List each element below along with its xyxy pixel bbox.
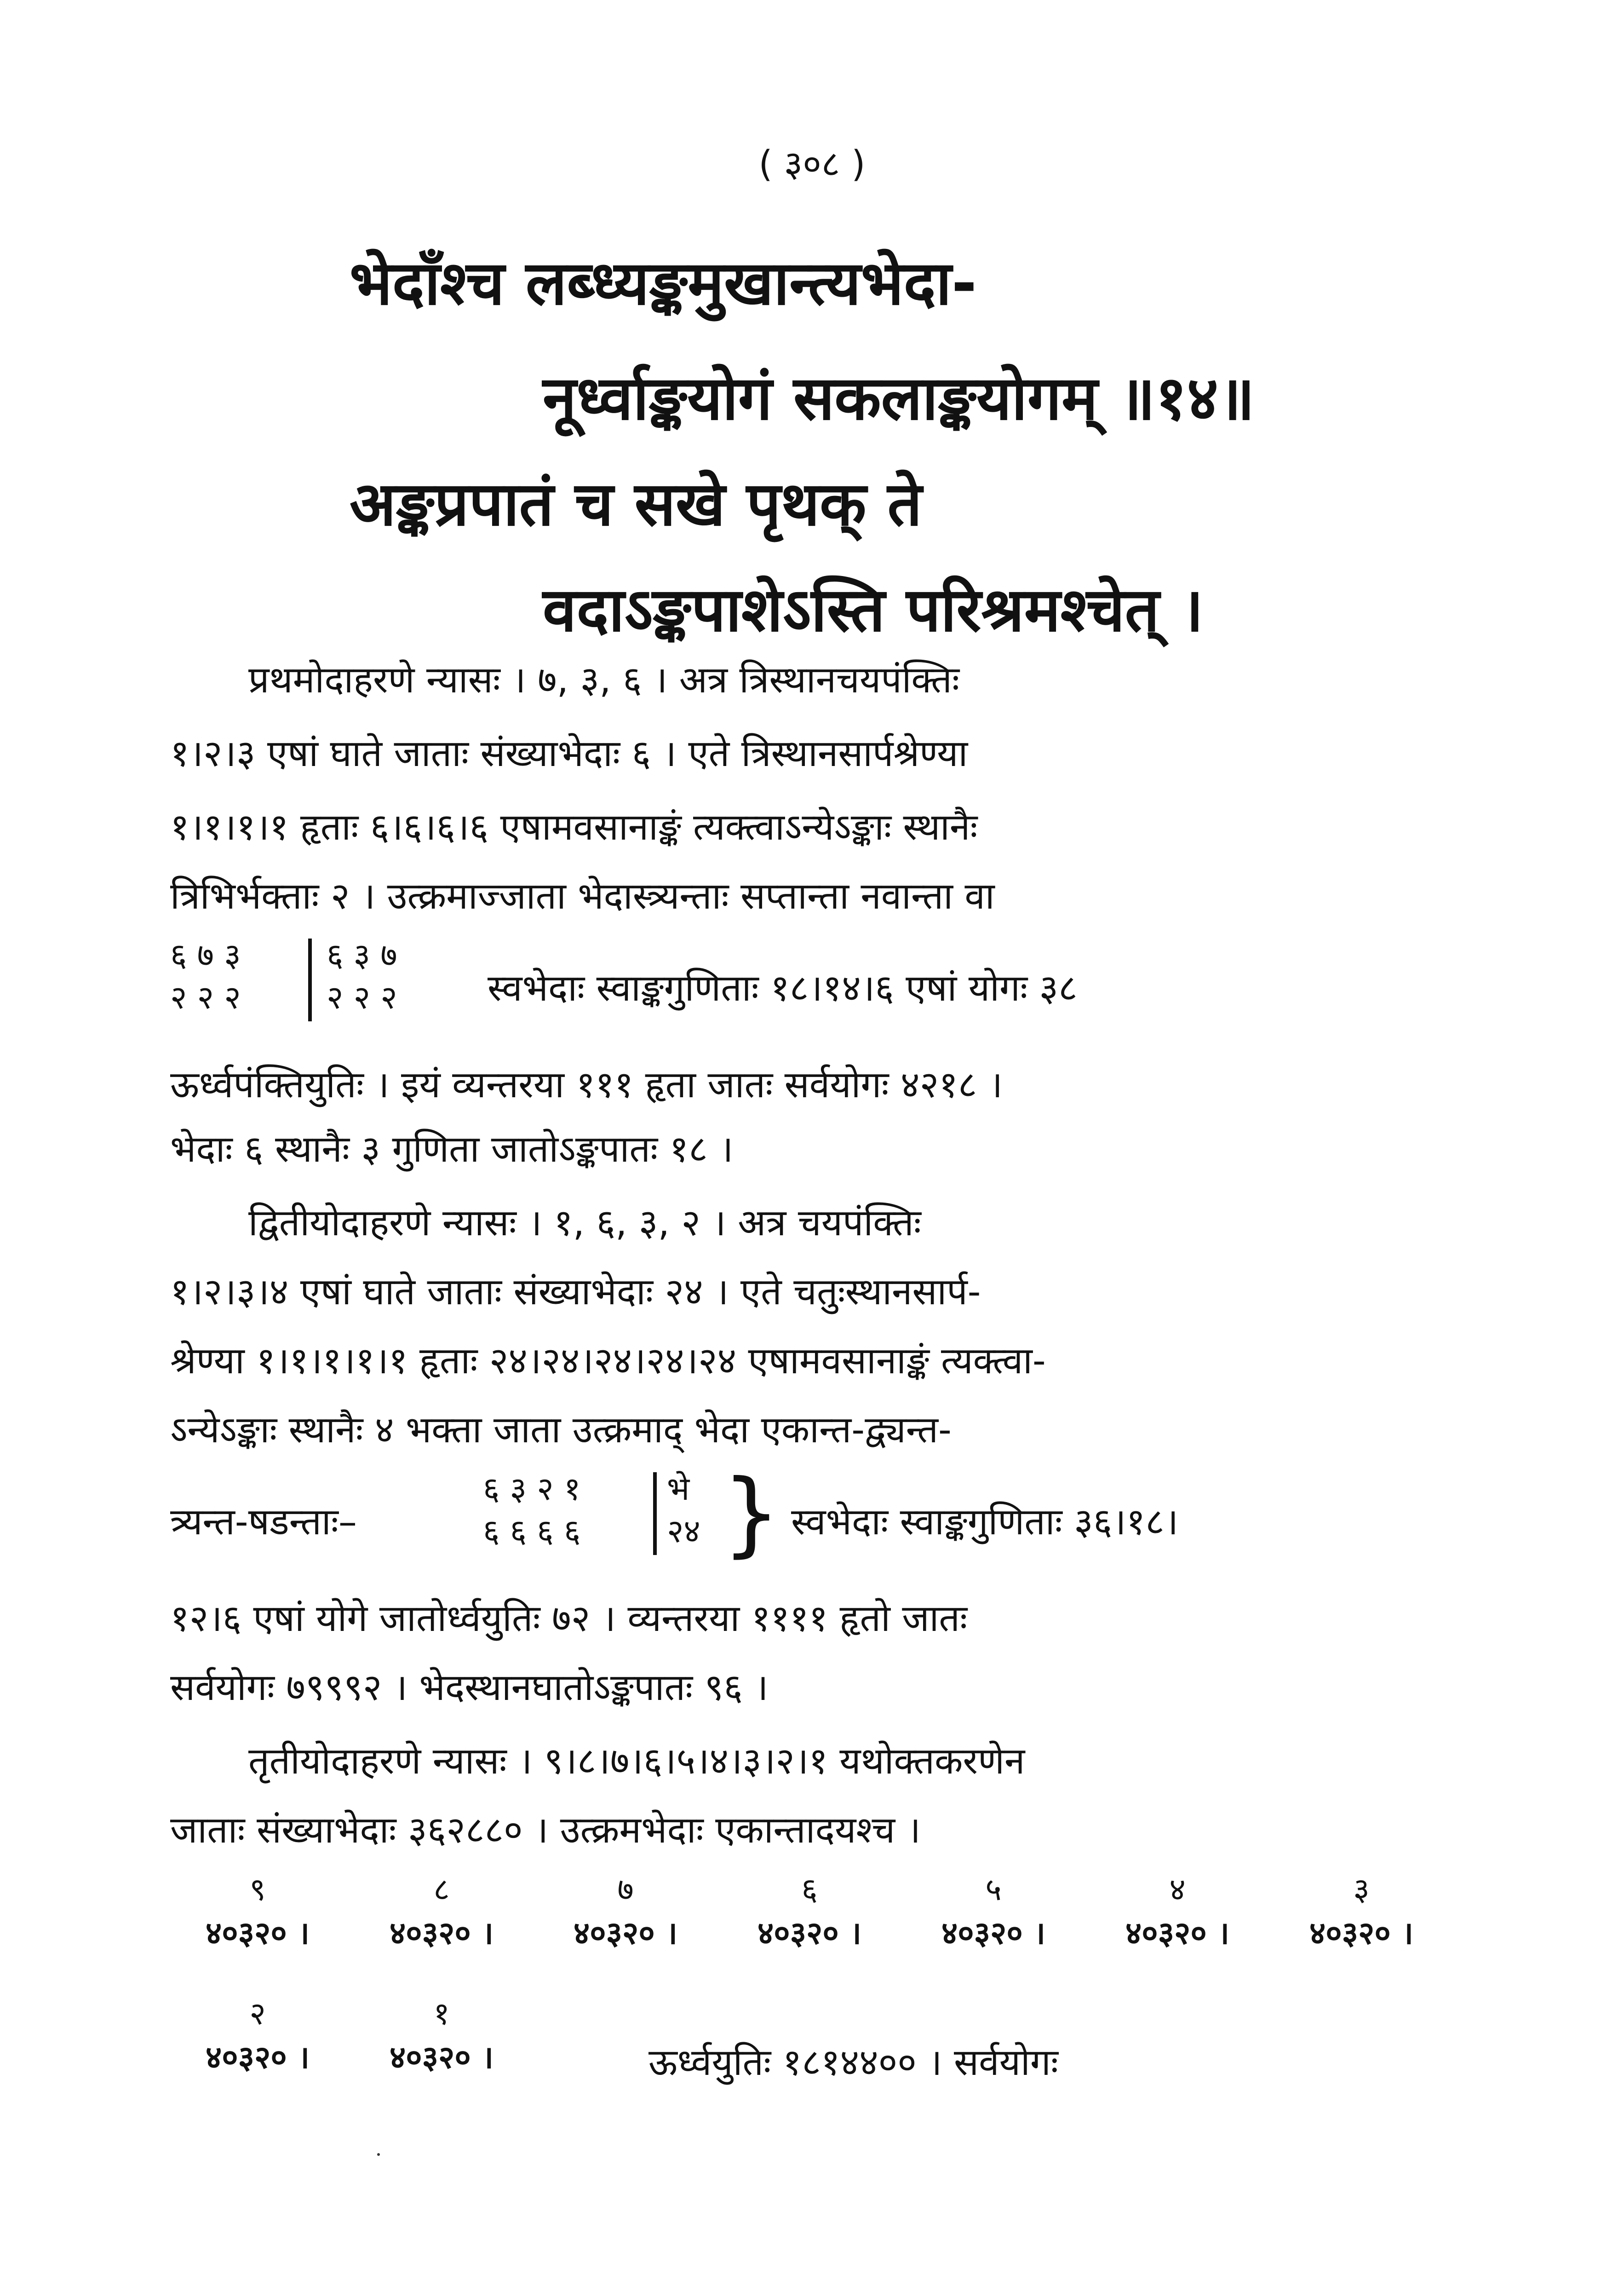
- paragraph-line: १।२।३ एषां घाते जाताः संख्याभेदाः ६ । एते त्रिस्थानसार्पश्रेण्या: [170, 732, 968, 775]
- fraction-row: [170, 934, 1458, 1040]
- verse-line: नूर्ध्वाङ्कयोगं सकलाङ्कयोगम् ॥१४॥: [543, 363, 1255, 434]
- page-number: ( ३०८ ): [758, 144, 866, 185]
- paragraph-line: ऊर्ध्वपंक्तियुतिः । इयं व्यन्तरया १११ हृता जातः सर्वयोगः ४२१८ ।: [170, 1063, 1003, 1106]
- fraction-stack: [483, 1468, 580, 1552]
- fraction-top: ६ ३ २ १: [483, 1470, 581, 1508]
- verse-line: भेदाँश्च लब्ध्यङ्कमुखान्त्यभेदा-: [350, 248, 977, 319]
- fraction-divider: [308, 939, 312, 1021]
- fraction-grid-row: [170, 1868, 1458, 1960]
- grid-cell: [1274, 1868, 1449, 1955]
- paragraph-line: जाताः संख्याभेदाः ३६२८८० । उत्क्रमभेदाः एकान्तादयश्च ।: [170, 1809, 921, 1851]
- grid-cell: [170, 1992, 345, 2079]
- paragraph-line: तृतीयोदाहरणे न्यासः । ९।८।७।६।५।४।३।२।१ यथोक्तकरणेन: [248, 1740, 1025, 1782]
- fraction-grid-row: [170, 1992, 1458, 2084]
- fraction-divider: [653, 1472, 657, 1555]
- grid-cell-bottom: ४०३२० ।: [1125, 1915, 1230, 1952]
- paragraph-line: सर्वयोगः ७९९९२ । भेदस्थानघातोऽङ्कपातः ९६ ।: [170, 1666, 769, 1709]
- fraction-bottom: २ २ २: [327, 979, 397, 1016]
- grid-cell-top: ६: [801, 1872, 818, 1908]
- grid-cell-top: १: [433, 1996, 450, 2032]
- grid-cell: [906, 1868, 1081, 1955]
- fraction-top: ६ ३ ७: [327, 936, 397, 974]
- grid-cell: [1090, 1868, 1265, 1955]
- grid-cell-top: ९: [249, 1872, 266, 1908]
- grid-cell-bottom: ४०३२० ।: [389, 1915, 494, 1952]
- grid-cell-top: ५: [985, 1872, 1002, 1908]
- paragraph-line: १२।६ एषां योगे जातोर्ध्वयुतिः ७२ । व्यन्तरया ११११ हृतो जातः: [170, 1597, 968, 1640]
- grid-cell-bottom: ४०३२० ।: [1309, 1915, 1414, 1952]
- grid-cell-top: ७: [617, 1872, 634, 1908]
- verse-line: अङ्कप्रपातं च सखे पृथक् ते: [350, 469, 922, 540]
- grid-cell-bottom: ४०३२० ।: [573, 1915, 678, 1952]
- grid-cell: [170, 1868, 345, 1955]
- fraction-top: ६ ७ ३: [170, 936, 241, 974]
- grid-cell-top: ८: [433, 1872, 450, 1908]
- fraction-bottom: ६ ६ ६ ६: [483, 1512, 581, 1550]
- grid-cell-bottom: ४०३२० ।: [757, 1915, 862, 1952]
- paragraph-line: भेदाः ६ स्थानैः ३ गुणिता जातोऽङ्कपातः १८ ।: [170, 1128, 734, 1170]
- grid-cell-bottom: ४०३२० ।: [205, 2039, 310, 2076]
- paragraph-line: त्रिभिर्भक्ताः २ । उत्क्रमाज्जाता भेदास्त्र्यन्ताः सप्तान्ता नवान्ता वा: [170, 875, 995, 917]
- fraction-stack: [667, 1468, 700, 1552]
- paragraph-line: ऽन्येऽङ्काः स्थानैः ४ भक्ता जाता उत्क्रमाद् भेदा एकान्त-द्व्यन्त-: [170, 1408, 952, 1451]
- fraction-bottom: २ २ २: [170, 979, 241, 1016]
- grid-cell-top: २: [249, 1996, 266, 2032]
- fraction-tail: स्वभेदाः स्वाङ्कगुणिताः ३६।१८।: [791, 1500, 1179, 1543]
- grid-cell-bottom: ४०३२० ।: [941, 1915, 1046, 1952]
- grid-cell: [538, 1868, 713, 1955]
- grid-cell-bottom: ४०३२० ।: [389, 2039, 494, 2076]
- paragraph-line: द्वितीयोदाहरणे न्यासः । १, ६, ३, २ । अत्र चयपंक्तिः: [248, 1201, 921, 1244]
- paragraph-line: प्रथमोदाहरणे न्यासः । ७, ३, ६ । अत्र त्रिस्थानचयपंक्तिः: [248, 658, 960, 701]
- paragraph-line: १।२।३।४ एषां घाते जाताः संख्याभेदाः २४ । एते चतुःस्थानसार्प-: [170, 1270, 981, 1313]
- paragraph-line: १।१।१।१ हृताः ६।६।६।६ एषामवसानाङ्कं त्यक्त्वाऽन्येऽङ्काः स्थानैः: [170, 806, 978, 848]
- fraction-stack: [327, 934, 397, 1019]
- paragraph-line: श्रेण्या १।१।१।१।१ हृताः २४।२४।२४।२४।२४ एषामवसानाङ्कं त्यक्त्वा-: [170, 1339, 1046, 1382]
- fraction-prefix: त्र्यन्त-षडन्ताः–: [170, 1500, 357, 1543]
- brace-glyph: }: [722, 1460, 781, 1567]
- fraction-row: [170, 1460, 1458, 1573]
- fraction-stack: [170, 934, 241, 1019]
- grid-tail: ऊर्ध्वयुतिः १८१४४०० । सर्वयोगः: [648, 2041, 1058, 2084]
- grid-cell: [354, 1868, 529, 1955]
- speck-mark: [377, 2153, 380, 2156]
- verse-line: वदाऽङ्कपाशेऽस्ति परिश्रमश्चेत् ।: [543, 575, 1204, 645]
- fraction-top: भे: [667, 1470, 690, 1508]
- grid-cell-top: ४: [1169, 1872, 1186, 1908]
- fraction-tail: स्वभेदाः स्वाङ्कगुणिताः १८।१४।६ एषां योगः ३८: [488, 967, 1078, 1009]
- grid-cell-top: ३: [1353, 1872, 1370, 1908]
- grid-cell-bottom: ४०३२० ।: [205, 1915, 310, 1952]
- fraction-bottom: २४: [667, 1512, 700, 1550]
- grid-cell: [354, 1992, 529, 2079]
- grid-cell: [722, 1868, 897, 1955]
